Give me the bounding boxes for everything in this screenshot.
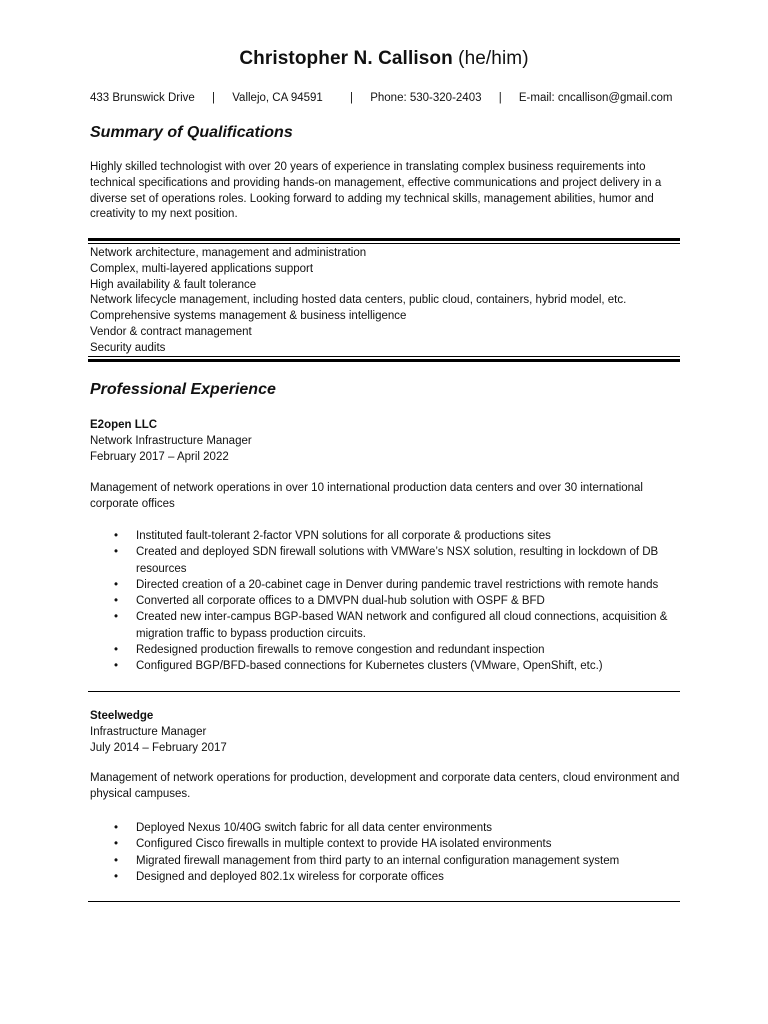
job-bullet-text: Redesigned production firewalls to remove congestion and redundant inspection: [136, 644, 545, 657]
job-company: Steelwedge: [90, 710, 154, 722]
job-bullet-list: [90, 528, 680, 675]
job-bullet-text: Configured Cisco firewalls in multiple context to provide HA isolated environments: [136, 838, 552, 851]
bullet-icon: •: [114, 822, 119, 834]
job-bullet: [90, 642, 680, 658]
contact-phone: Phone: 530-320-2403: [370, 92, 482, 104]
contact-address: 433 Brunswick Drive: [90, 92, 195, 104]
job-header: [90, 417, 680, 465]
skill-item: High availability & fault tolerance: [90, 278, 257, 291]
bullet-icon: •: [114, 611, 119, 624]
job-bullet-text: Deployed Nexus 10/40G switch fabric for all data center environments: [136, 822, 493, 834]
job-bullet-text: Converted all corporate offices to a DMVPN dual-hub solution with OSPF & BFD: [136, 595, 545, 608]
resume-header: [0, 48, 768, 70]
job-bullet: [90, 658, 680, 674]
skill-item: Complex, multi-layered applications support: [90, 262, 314, 275]
contact-city: Vallejo, CA 94591: [232, 92, 323, 104]
job-bullet-text: Created and deployed SDN firewall solutions with VMWare’s NSX solution, resulting in lockdown of DB resources: [136, 546, 659, 575]
job-role: Infrastructure Manager: [90, 726, 207, 738]
skills-list: [90, 246, 680, 357]
job-dates: February 2017 – April 2022: [90, 451, 229, 463]
job-bullet: [90, 577, 680, 593]
bullet-icon: •: [114, 546, 119, 559]
bullet-icon: •: [114, 660, 119, 673]
skill-item: Network architecture, management and administration: [90, 247, 367, 259]
contact-separator: |: [350, 92, 354, 104]
job-bullet: [90, 528, 680, 544]
contact-separator: |: [212, 92, 216, 104]
job-dates: July 2014 – February 2017: [90, 742, 227, 754]
job-bullet-list: [90, 820, 680, 885]
job-bullet-text: Designed and deployed 802.1x wireless for corporate offices: [136, 870, 444, 883]
bullet-icon: •: [114, 595, 119, 608]
job-header: [90, 708, 680, 756]
job-divider: [88, 901, 680, 902]
candidate-name: Christopher N. Callison: [239, 48, 453, 69]
skills-top-divider: [88, 238, 680, 241]
contact-separator: |: [498, 92, 502, 104]
candidate-pronouns: (he/him): [458, 48, 529, 69]
job-bullet-text: Configured BGP/BFD-based connections for Kubernetes clusters (VMware, OpenShift, etc.): [136, 660, 603, 673]
skill-item: Network lifecycle management, including hosted data centers, public cloud, containers, hybrid model, etc.: [90, 294, 627, 307]
summary-heading: Summary of Qualifications: [90, 124, 293, 141]
job-role: Network Infrastructure Manager: [90, 435, 252, 447]
job-bullet: [90, 609, 680, 642]
bullet-icon: •: [114, 854, 119, 867]
bullet-icon: •: [114, 870, 119, 883]
job-bullet: [90, 544, 680, 577]
experience-heading: Professional Experience: [90, 381, 276, 398]
contact-email: E-mail: cncallison@gmail.com: [518, 92, 673, 104]
job-bullet: [90, 836, 680, 852]
job-bullet-text: Instituted fault-tolerant 2-factor VPN solutions for all corporate & productions sites: [136, 530, 551, 542]
bullet-icon: •: [114, 530, 119, 542]
job-company: E2open LLC: [90, 419, 158, 431]
job-bullet-text: Directed creation of a 20-cabinet cage in Denver during pandemic travel restrictions with remote hands: [136, 578, 659, 591]
job-bullet: [90, 593, 680, 609]
job-bullet: [90, 869, 680, 885]
skills-top-divider-thin: [88, 243, 680, 244]
skill-item: Security audits: [90, 341, 166, 354]
job-bullet-text: Created new inter-campus BGP-based WAN network and configured all cloud connections, acquisition & migration traffic to bypass production circuits.: [136, 611, 668, 640]
contact-line: [90, 92, 710, 104]
skills-bottom-divider: [88, 359, 680, 362]
job-description: Management of network operations for production, development and corporate data centers, cloud environment and physical campuses.: [90, 772, 680, 800]
skill-item: Vendor & contract management: [90, 325, 252, 338]
job-description: Management of network operations in over 10 international production data centers and over 30 international corporate offices: [90, 482, 643, 510]
bullet-icon: •: [114, 838, 119, 851]
bullet-icon: •: [114, 578, 119, 591]
job-bullet: [90, 853, 680, 869]
job-bullet-text: Migrated firewall management from third party to an internal configuration management system: [136, 854, 620, 867]
summary-paragraph: Highly skilled technologist with over 20 years of experience in translating complex business requirements into technical specifications and providing hands-on management, effective communications and project delivery in a diverse set of operations roles. Looking forward to adding my technical skills, management abilities, humor and creativity to my next position.: [90, 161, 662, 221]
bullet-icon: •: [114, 644, 119, 657]
skills-bottom-divider-thin: [88, 356, 680, 357]
skill-item: Comprehensive systems management & business intelligence: [90, 310, 407, 323]
job-divider: [88, 691, 680, 692]
job-bullet: [90, 820, 680, 836]
